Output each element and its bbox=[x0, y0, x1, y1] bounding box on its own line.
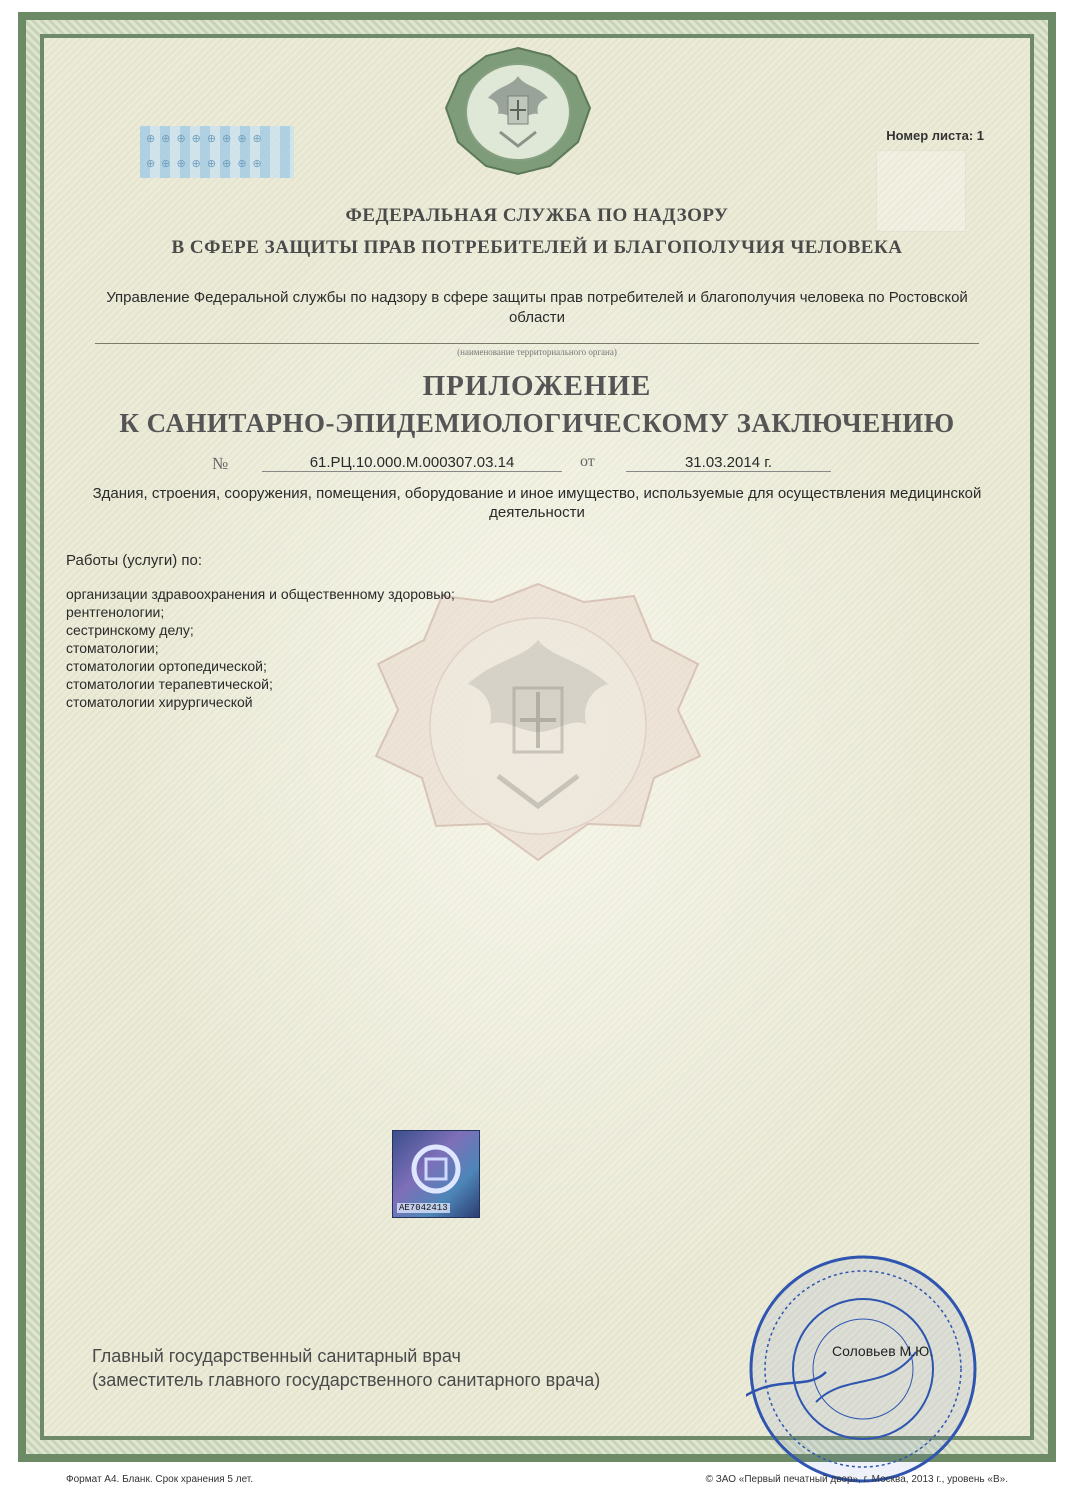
document-date: 31.03.2014 г. bbox=[626, 454, 831, 472]
list-item: рентгенологии; bbox=[66, 604, 165, 620]
office-caption: (наименование территориального органа) bbox=[457, 347, 617, 357]
agency-title-line2: В СФЕРЕ ЗАЩИТЫ ПРАВ ПОТРЕБИТЕЛЕЙ И БЛАГОПОЛУЧИЯ ЧЕЛОВЕКА bbox=[171, 237, 903, 258]
security-hologram bbox=[392, 1130, 480, 1218]
date-label: от bbox=[580, 453, 595, 470]
list-item: сестринскому делу; bbox=[66, 622, 194, 638]
list-item: стоматологии; bbox=[66, 640, 159, 656]
sheet-number: Номер листа: 1 bbox=[886, 128, 984, 143]
document-number: 61.РЦ.10.000.М.000307.03.14 bbox=[262, 454, 562, 472]
official-seal-icon bbox=[746, 1252, 980, 1486]
works-list bbox=[66, 585, 455, 711]
office-underline bbox=[95, 343, 979, 344]
signatory-subtitle: (заместитель главного государственного санитарного врача) bbox=[92, 1370, 601, 1390]
list-item: стоматологии терапевтической; bbox=[66, 676, 273, 692]
signatory-name: Соловьев М.Ю. bbox=[832, 1343, 934, 1359]
subject-description: Здания, строения, сооружения, помещения, оборудование и иное имущество, используемые для осуществления медицинской деятельности bbox=[92, 485, 982, 521]
footer-format-note: Формат А4. Бланк. Срок хранения 5 лет. bbox=[66, 1474, 254, 1485]
eagle-emblem-icon bbox=[438, 46, 598, 176]
works-heading: Работы (услуги) по: bbox=[66, 552, 202, 569]
list-item: стоматологии ортопедической; bbox=[66, 658, 267, 674]
territorial-office-name: Управление Федеральной службы по надзору в сфере защиты прав потребителей и благополучия человека по Ростовской области bbox=[106, 289, 968, 326]
signatory-title: Главный государственный санитарный врач bbox=[92, 1346, 461, 1366]
document-title-line2: К САНИТАРНО-ЭПИДЕМИОЛОГИЧЕСКОМУ ЗАКЛЮЧЕНИЮ bbox=[119, 408, 955, 438]
hologram-strip: ⊕ ⊕ ⊕ ⊕ ⊕ ⊕ ⊕ ⊕ ⊕ ⊕ ⊕ ⊕ ⊕ ⊕ ⊕ ⊕ bbox=[140, 126, 294, 178]
footer-printer-note: © ЗАО «Первый печатный двор», г. Москва, 2013 г., уровень «В». bbox=[705, 1474, 1008, 1485]
hologram-serial: АЕ7042413 bbox=[399, 1203, 448, 1213]
document-title-line1: ПРИЛОЖЕНИЕ bbox=[422, 370, 652, 402]
agency-title-line1: ФЕДЕРАЛЬНАЯ СЛУЖБА ПО НАДЗОРУ bbox=[345, 205, 729, 226]
number-label: № bbox=[212, 454, 229, 473]
list-item: стоматологии хирургической bbox=[66, 694, 253, 710]
list-item: организации здравоохранения и общественному здоровью; bbox=[66, 586, 455, 602]
